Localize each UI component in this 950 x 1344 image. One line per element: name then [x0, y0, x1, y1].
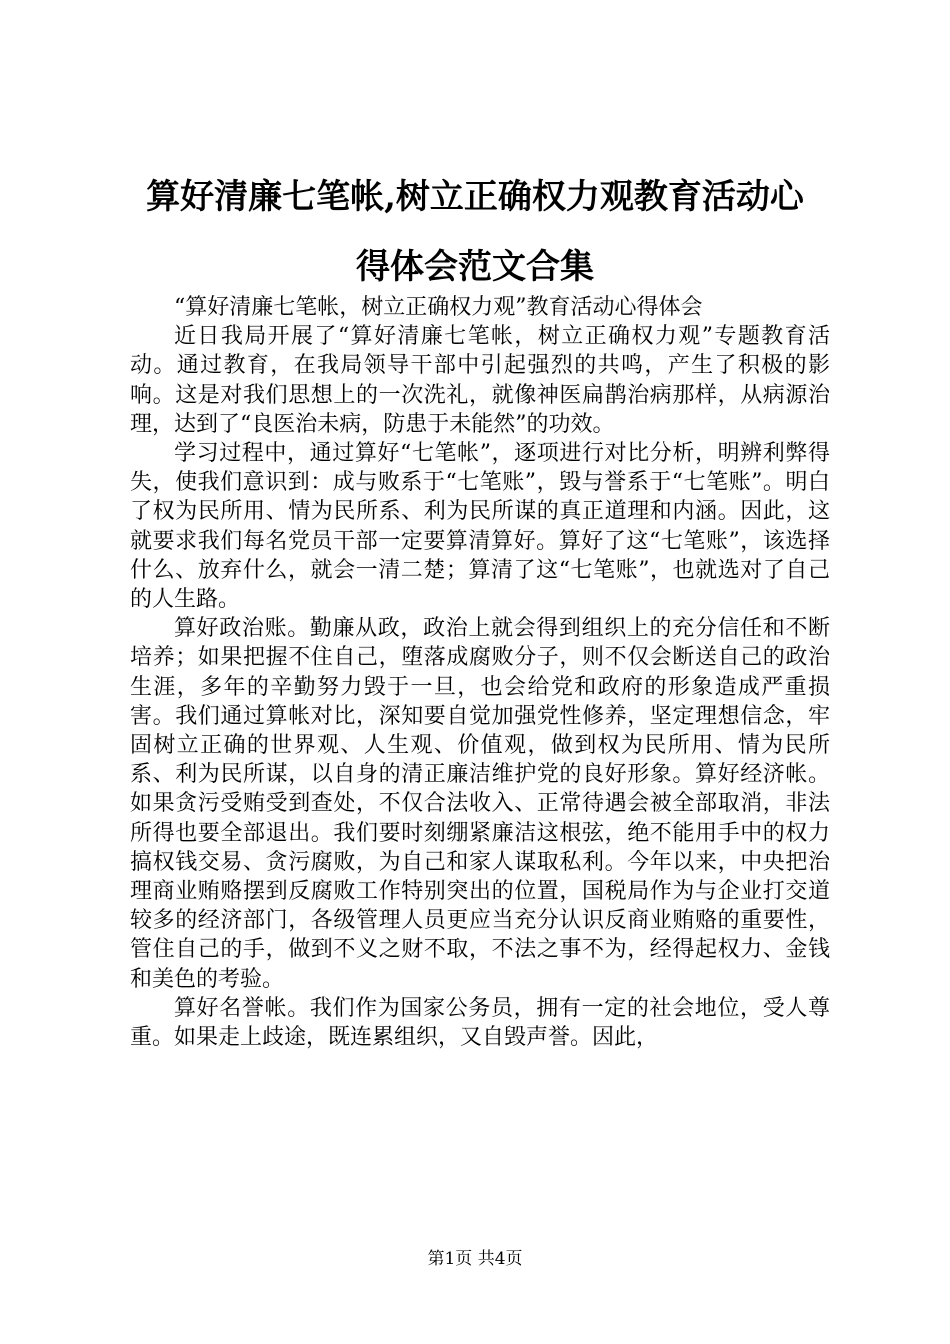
paragraph-4: 算好名誉帐。我们作为国家公务员，拥有一定的社会地位，受人尊重。如果走上歧途，既连累组织，又自毁声誉。因此，: [130, 995, 830, 1051]
paragraph-1: 近日我局开展了“算好清廉七笔帐，树立正确权力观”专题教育活动。通过教育，在我局领导干部中引起强烈的共鸣，产生了积极的影响。这是对我们思想上的一次洗礼，就像神医扁鹊治病那样，从病源治理，达到了“良医治未病，防患于未能然”的功效。: [130, 324, 830, 437]
title-line-1: 算好清廉七笔帐,树立正确权力观教育活动心: [146, 177, 804, 217]
title-line-2: 得体会范文合集: [356, 247, 594, 287]
paragraph-3: 算好政治账。勤廉从政，政治上就会得到组织上的充分信任和不断培养；如果把握不住自己，堕落成腐败分子，则不仅会断送自己的政治生涯，多年的辛勤努力毁于一旦，也会给党和政府的形象造成严重损害。我们通过算帐对比，深知要自觉加强党性修养，坚定理想信念，牢固树立正确的世界观、人生观、价值观，做到权为民所用、情为民所系、利为民所谋，以自身的清正廉洁维护党的良好形象。算好经济帐。如果贪污受贿受到查处，不仅合法收入、正常待遇会被全部取消，非法所得也要全部退出。我们要时刻绷紧廉洁这根弦，绝不能用手中的权力搞权钱交易、贪污腐败，为自己和家人谋取私利。今年以来，中央把治理商业贿赂摆到反腐败工作特别突出的位置，国税局作为与企业打交道较多的经济部门，各级管理人员更应当充分认识反商业贿赂的重要性，管住自己的手，做到不义之财不取，不法之事不为，经得起权力、金钱和美色的考验。: [130, 616, 830, 992]
document-subtitle: “算好清廉七笔帐，树立正确权力观”教育活动心得体会: [174, 295, 703, 320]
page-footer: 第1页 共4页: [427, 1249, 523, 1269]
document-body: [130, 293, 830, 1052]
document-title: [110, 162, 840, 302]
paragraph-2: 学习过程中，通过算好“七笔帐”，逐项进行对比分析，明辨利弊得失，使我们意识到：成与败系于“七笔账”，毁与誉系于“七笔账”。明白了权为民所用、情为民所系、利为民所谋的真正道理和内涵。因此，这就要求我们每名党员干部一定要算清算好。算好了这“七笔账”，该选择什么、放弃什么，就会一清二楚；算清了这“七笔账”，也就选对了自己的人生路。: [130, 441, 830, 613]
